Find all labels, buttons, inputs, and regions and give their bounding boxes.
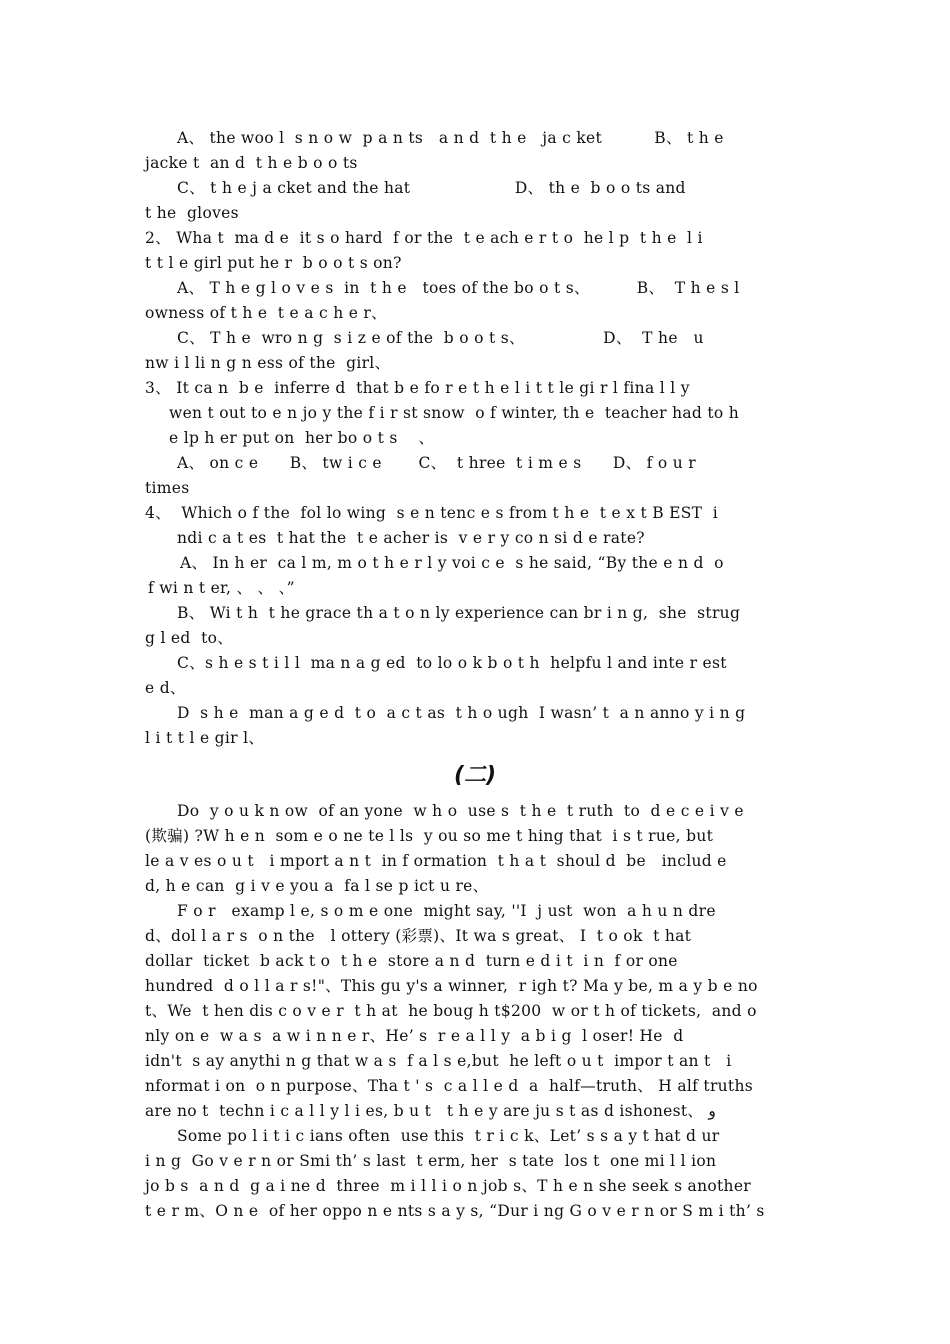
q4-option-c: C、s h e s t i l l ma n a g ed to lo o k b o t h helpfu l and inte r est [177, 654, 727, 672]
passage-line: nformat i on o n purpose、Tha t ' s c a l l e d a half—truth、 H alf truths [145, 1077, 753, 1095]
passage-line: t e r m、O n e of her oppo n e nts s a y s, “Dur i ng G o v e r n or S m i th’ s [145, 1202, 765, 1220]
section-title: (二) [453, 763, 497, 788]
q3-options-cont: times [145, 479, 190, 497]
q3-options: A、 on c e B、 tw i c e C、 t hree t i m e s D、 f o u r [177, 454, 696, 472]
q4-option-c-cont: e d、 [145, 679, 186, 697]
q4-option-d-cont: l i t t l e gir l、 [145, 729, 265, 747]
q4-option-a: A、 In h er ca l m, m o t h e r l y voi c e s he said, “By the e n d o [180, 554, 724, 572]
passage-line: le a v es o u t i mport a n t in f ormation t h a t shoul d be includ e [145, 852, 727, 870]
passage-line: d、dol l a r s o n the l ottery (彩票)、It wa s great、 I t o ok t hat [145, 927, 692, 945]
q1-option-b-cont: jacke t an d t h e b o o ts [145, 154, 358, 172]
q1-option-d-cont: t he gloves [145, 204, 239, 222]
passage-line: Some po l i t i c ians often use this t r i c k、Let’ s s a y t hat d ur [177, 1127, 720, 1145]
q1-option-c-d: C、 t h e j a cket and the hat D、 th e b o o ts and [177, 179, 686, 197]
q4-option-b-cont: g l ed to、 [145, 629, 234, 647]
q2-option-a-b: A、 T h e g l o v e s in t h e toes of the bo o t s、 B、 T h e s l [177, 279, 740, 297]
q2-option-d-cont: nw i l li n g n ess of the girl、 [145, 354, 391, 372]
q4-option-a-cont: f wi n t er, 、 、 、” [148, 579, 295, 597]
passage-line: (欺骗) ?W h e n som e o ne te l ls y ou so me t hing that i s t rue, but [145, 827, 714, 845]
q3-stem-end: e lp h er put on her bo o t s 、 [169, 429, 435, 447]
passage-line: d, h e can g i v e you a fa l se p ict u re、 [145, 877, 489, 895]
q2-option-c-d: C、 T h e wro n g s i z e of the b o o t s、 D、 T he u [177, 329, 704, 347]
q4-option-d: D s h e man a g e d t o a c t as t h o ugh I wasn’ t a n anno y i n g [177, 704, 746, 722]
passage-line: F o r examp l e, s o m e one might say, ''I j ust won a h u n dre [177, 902, 716, 920]
passage-line: t、We t hen dis c o v e r t h at he boug h t$200 w or t h of tickets, and o [145, 1002, 757, 1020]
passage-line: are no t techn i c a l l y l i es, b u t t h e y are ju s t as d ishonest、 ﻭ [145, 1102, 716, 1120]
passage-line: idn't s ay anythi n g that w a s f a l s e,but he left o u t impor t an t i [145, 1052, 732, 1070]
q2-option-b-cont: owness of t h e t e a c h e r、 [145, 304, 387, 322]
q3-stem: 3、 It ca n b e inferre d that b e fo r e t h e l i t t le gi r l fina l l y [145, 379, 690, 397]
passage-line: jo b s a n d g a i ne d three m i l l i o n job s、T h e n she seek s another [145, 1177, 751, 1195]
passage-line: nly on e w a s a w i n n e r、He’ s r e a l l y a b i g l oser! He d [145, 1027, 684, 1045]
q2-stem: 2、 Wha t ma d e it s o hard f or the t e ach e r t o he l p t h e l i [145, 229, 703, 247]
passage-line: Do y o u k n ow of an yone w h o use s t h e t ruth to d e c e i v e [177, 802, 744, 820]
q2-stem-cont: t t l e girl put he r b o o t s on? [145, 254, 402, 272]
q4-option-b: B、 Wi t h t he grace th a t o n ly experience can br i n g, she strug [177, 604, 741, 622]
q1-option-a-b: A、 the woo l s n o w p a n ts a n d t h e ja c ket B、 t h e [177, 129, 724, 147]
passage-line: i n g Go v e r n or Smi th’ s last t erm, her s tate los t one mi l l ion [145, 1152, 717, 1170]
q4-stem-cont: ndi c a t es t hat the t e acher is v e r y co n si d e rate? [177, 529, 645, 547]
passage-line: dollar ticket b ack t o t h e store a n d turn e d i t i n f or one [145, 952, 678, 970]
q4-stem: 4、 Which o f the fol lo wing s e n tenc e s from t h e t e x t B EST i [145, 504, 719, 522]
passage-line: hundred d o l l a r s!"、This gu y's a winner, r igh t? Ma y be, m a y b e no [145, 977, 758, 995]
q3-stem-cont: wen t out to e n jo y the f i r st snow o f winter, th e teacher had to h [169, 404, 740, 422]
